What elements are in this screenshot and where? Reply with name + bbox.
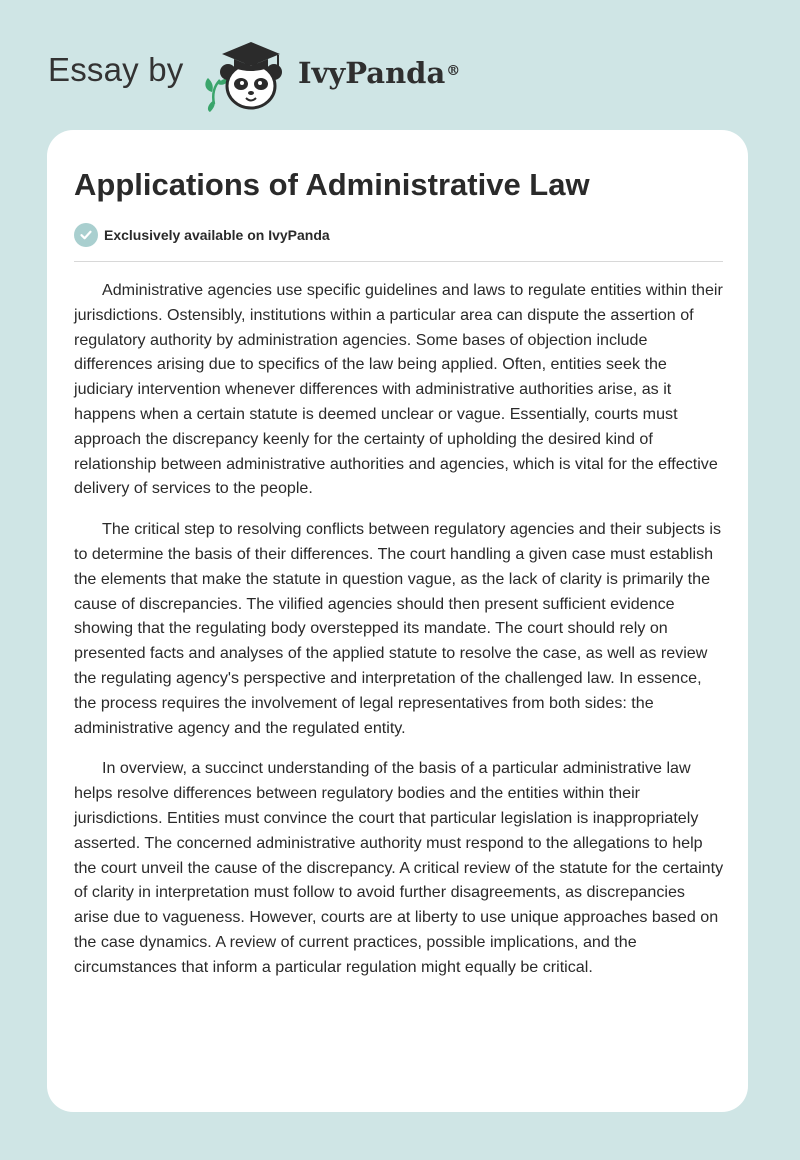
essay-card xyxy=(47,130,748,1112)
brand-name[interactable] xyxy=(298,53,460,93)
brand-label: IvyPanda xyxy=(298,56,446,90)
panda-graduation-cap-icon[interactable] xyxy=(200,34,296,114)
check-circle-icon xyxy=(74,223,98,247)
exclusive-badge-label: Exclusively available on IvyPanda xyxy=(104,227,330,243)
essay-by-label: Essay by xyxy=(48,51,184,88)
exclusive-badge xyxy=(74,222,330,248)
essay-body xyxy=(74,278,724,996)
divider xyxy=(74,261,723,262)
paragraph: Administrative agencies use specific guidelines and laws to regulate entities within their jurisdictions. Ostensibly, institutions within a particular area can dispute the assertion of regulatory authority by administration agencies. Some bases of objection include differences arising due to specifics of the law being applied. Often, entities seek the judiciary intervention whenever differences with administrative authorities arise, as it happens when a certain statute is deemed unclear or vague. Essentially, courts must approach the discrepancy keenly for the certainty of upholding the desired kind of relationship between administrative authorities and agencies, which is vital for the effective delivery of services to the people. xyxy=(74,281,723,498)
paragraph: The critical step to resolving conflicts between regulatory agencies and their subjects is to determine the basis of their differences. The court handling a given case must establish the elements that make the statute in question vague, as the lack of clarity is primarily the cause of discrepancies. The vilified agencies should then present sufficient evidence showing that the regulating body overstepped its mandate. The court should rely on presented facts and analyses of the applied statute to resolve the case, as well as review the regulating agency's perspective and interpretation of the challenged law. In essence, the process requires the involvement of legal representatives from both sides: the administrative agency and the regulated entity. xyxy=(74,520,722,737)
paragraph: In overview, a succinct understanding of the basis of a particular administrative law helps resolve differences between regulatory bodies and the entities within their jurisdictions. Entities must convince the court that particular legislation is inappropriately asserted. The concerned administrative authority must respond to the allegations to help the court unveil the cause of the discrepancy. A critical review of the statute for the certainty of clarity in interpretation must follow to avoid further disagreements, as discrepancies arise due to vagueness. However, courts are at liberty to use unique approaches based on the case dynamics. A review of current practices, possible implications, and the circumstances that inform a particular regulation might equally be critical. xyxy=(74,759,724,976)
site-header xyxy=(0,0,800,130)
registered-mark: ® xyxy=(446,63,461,79)
page-title: Applications of Administrative Law xyxy=(74,167,590,202)
